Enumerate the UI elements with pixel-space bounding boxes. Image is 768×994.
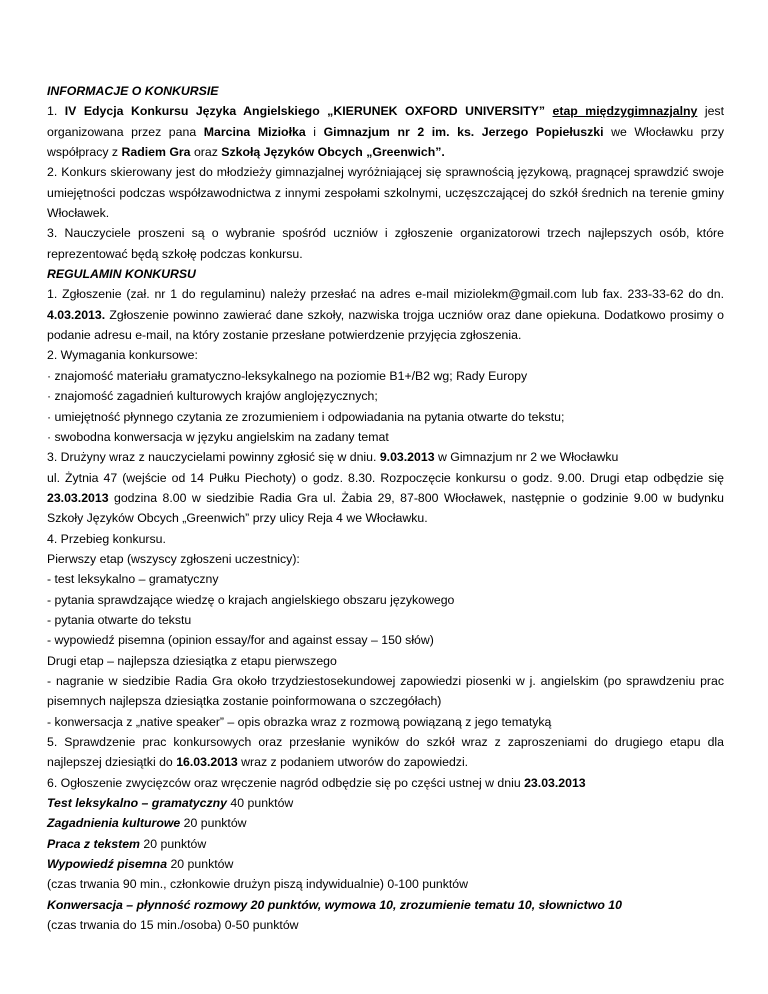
- text-run: we Włocławku przy współpracy z: [47, 124, 724, 160]
- stage-1-title: Pierwszy etap (wszyscy zgłoszeni uczestnicy):: [47, 551, 300, 566]
- bold-text: 9.03.2013: [379, 450, 435, 465]
- document-page: [47, 81, 724, 935]
- bold-text: 4.03.2013.: [47, 307, 106, 322]
- score-row: Praca z tekstem 20 punktów: [47, 836, 207, 851]
- text-run: 6. Ogłoszenie zwycięzców oraz wręczenie nagród odbędzie się po części ustnej w dniu: [47, 775, 525, 790]
- course-title: 4. Przebieg konkursu.: [47, 531, 166, 546]
- text-run: Zgłoszenie powinno zawierać dane szkoły, nazwiska trojga uczniów oraz dane opiekuna. Dodatkowo prosimy o podanie adresu e-mail, na który zostanie przesłane potwierdzenie przyjęcia zgłoszenia.: [47, 307, 724, 343]
- info-heading: INFORMACJE O KONKURSIE: [47, 84, 219, 98]
- rules-paragraph-3-line-1: [47, 447, 724, 467]
- requirement-item: · znajomość zagadnień kulturowych krajów anglojęzycznych;: [47, 389, 378, 404]
- bold-text: Szkołą Języków Obcych „Greenwich”.: [221, 145, 445, 160]
- text-run: 1.: [47, 104, 65, 119]
- info-paragraph-2: 2. Konkurs skierowany jest do młodzieży gimnazjalnej wyróżniającej się sprawnością językową, pragnącej sprawdzić swoje umiejętności podczas współzawodnictwa z innymi zespołami szkolnymi, uczęszczającej do szkół średnich na terenie gminy Włocławek.: [47, 165, 724, 221]
- text-run: i: [305, 124, 324, 139]
- info-paragraph-3: 3. Nauczyciele proszeni są o wybranie spośród uczniów i zgłoszenie organizatorowi trzech najlepszych osób, które reprezentować będą szkołę podczas konkursu.: [47, 226, 724, 261]
- text-run: 3. Drużyny wraz z nauczycielami powinny zgłosić się w dniu.: [47, 450, 380, 465]
- text-run: godzina 8.00 w siedzibie Radia Gra ul. Żabia 29, 87-800 Włocławek, następnie o godzinie 9.00 w budynku Szkoły Języków Obcych „Greenwich” przy ulicy Reja 4 we Włocławku.: [47, 490, 724, 526]
- conversation-note: (czas trwania do 15 min./osoba) 0-50 punktów: [47, 918, 299, 933]
- rules-paragraph-1: [47, 284, 724, 345]
- rules-paragraph-3-body: [47, 468, 724, 529]
- text-run: w Gimnazjum nr 2 we Włocławku: [434, 450, 619, 465]
- bold-text: 16.03.2013: [176, 755, 238, 770]
- text-run: ul. Żytnia 47 (wejście od 14 Pułku Piechoty) o godz. 8.30. Rozpoczęcie konkursu o godz. 9.00. Drugi etap odbędzie się: [47, 470, 724, 485]
- requirement-item: · umiejętność płynnego czytania ze zrozumieniem i odpowiadania na pytania otwarte do tekstu;: [47, 409, 565, 424]
- stage-1-item: - pytania otwarte do tekstu: [47, 612, 192, 627]
- bold-text: IV Edycja Konkursu Języka Angielskiego „KIERUNEK OXFORD UNIVERSITY”: [64, 104, 553, 119]
- text-run: 5. Sprawdzenie prac konkursowych oraz przesłanie wyników do szkół wraz z zaproszeniami do drugiego etapu dla najlepszej dziesiątki do: [47, 735, 724, 770]
- text-run: wraz z podaniem utworów do zapowiedzi.: [237, 755, 469, 770]
- requirement-item: · swobodna konwersacja w języku angielskim na zadany temat: [47, 429, 389, 444]
- stage-2-title: Drugi etap – najlepsza dziesiątka z etapu pierwszego: [47, 653, 337, 668]
- score-row: Zagadnienia kulturowe 20 punktów: [47, 816, 247, 831]
- score-row: Wypowiedź pisemna 20 punktów: [47, 857, 234, 872]
- conversation-score: Konwersacja – płynność rozmowy 20 punktów, wymowa 10, zrozumienie tematu 10, słownictwo 10: [47, 897, 622, 912]
- bold-text: 23.03.2013: [47, 490, 109, 505]
- text-run: 1. Zgłoszenie (zał. nr 1 do regulaminu) należy przesłać na adres e-mail miziolekm@gmail.com lub fax. 233-33-62 do dn.: [47, 287, 724, 302]
- requirements-title: 2. Wymagania konkursowe:: [47, 348, 198, 363]
- stage-1-item: - test leksykalno – gramatyczny: [47, 572, 219, 587]
- text-run: jest organizowana przez pana: [47, 104, 724, 139]
- stage-2-item: - konwersacja z „native speaker” – opis obrazka wraz z rozmową powiązaną z jego tematyką: [47, 714, 552, 729]
- info-paragraph-1: [47, 101, 724, 162]
- rules-heading: REGULAMIN KONKURSU: [47, 267, 196, 282]
- text-run: oraz: [190, 145, 222, 160]
- stage-2-item: - nagranie w siedzibie Radia Gra około trzydziestosekundowej zapowiedzi piosenki w j. angielskim (po sprawdzeniu prac pisemnych najlepsza dziesiątka zostanie poinformowana o szczegółach): [47, 673, 724, 709]
- bold-text: Radiem Gra: [121, 145, 191, 160]
- bold-text: 23.03.2013: [524, 775, 586, 790]
- rules-paragraph-5: [47, 732, 724, 773]
- rules-paragraph-6: [47, 773, 724, 793]
- bold-text: Gimnazjum nr 2 im. ks. Jerzego Popiełuszki: [323, 124, 604, 139]
- written-note: (czas trwania 90 min., członkowie drużyn piszą indywidualnie) 0-100 punktów: [47, 877, 469, 892]
- score-row: Test leksykalno – gramatyczny 40 punktów: [47, 796, 294, 811]
- stage-1-item: - pytania sprawdzające wiedzę o krajach angielskiego obszaru językowego: [47, 592, 455, 607]
- bold-text: etap międzygimnazjalny: [552, 104, 698, 119]
- bold-text: Marcina Miziołka: [203, 124, 306, 139]
- stage-1-item: - wypowiedź pisemna (opinion essay/for and against essay – 150 słów): [47, 633, 434, 648]
- requirement-item: · znajomość materiału gramatyczno-leksykalnego na poziomie B1+/B2 wg; Rady Europy: [47, 368, 528, 383]
